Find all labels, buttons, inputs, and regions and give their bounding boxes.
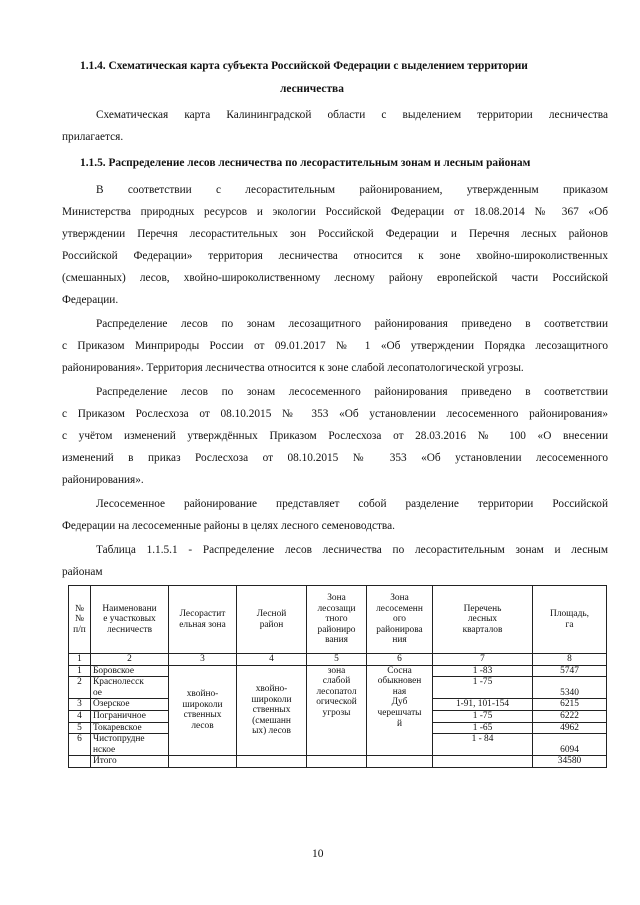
protection-zone-cell: зона слабой лесопатол огической угрозы — [307, 665, 367, 756]
forest-district-cell: хвойно- широколи ственных (смешанн ых) лесов — [237, 665, 307, 756]
section-114-paragraph: Схематическая карта Калининградской области с выделением территории лесничества прилагается. — [62, 109, 608, 143]
table-row: 5 Токаревское 1 -65 4962 — [69, 722, 607, 734]
column-number-row: 1 2 3 4 5 6 7 8 — [69, 654, 607, 666]
header-quarters: Перечень лесных кварталов — [433, 586, 533, 654]
table-total-row: Итого 34580 — [69, 756, 607, 768]
header-seed-zone: Зона лесосеменн ого районирова ния — [367, 586, 433, 654]
table-row: 2 Краснолесск ое 1 -75 5340 — [69, 677, 607, 699]
section-114-title-cont: лесничества — [280, 83, 344, 95]
table-row: 3 Озерское 1-91, 101-154 6215 — [69, 699, 607, 711]
table-row: 4 Пограничное 1 -75 6222 — [69, 710, 607, 722]
table-caption: Таблица 1.1.5.1 - Распределение лесов лесничества по лесорастительным зонам и лесным районам — [62, 544, 608, 578]
table-header-row — [69, 586, 607, 654]
header-protection-zone: Зона лесозащи тного райониро вания — [307, 586, 367, 654]
forest-zone-cell: хвойно- широколи ственных лесов — [169, 665, 237, 756]
header-forest-district: Лесной район — [237, 586, 307, 654]
table-row: 1 Боровское хвойно- широколи ственных лесов хвойно- широколи ственных (смешанн ых) лесов зона слабой лесопатол огической угрозы Сосна обыкновен ная Дуб черешчаты й 1 -83 5747 — [69, 665, 607, 677]
section-114-title: 1.1.4. Схематическая карта субъекта Российской Федерации с выделением территории — [80, 60, 528, 72]
section-115-paragraph-1: В соответствии с лесорастительным районированием, утвержденным приказом Министерства природных ресурсов и экологии Российской Федерации от 18.08.2014 № 367 «Об утверждении Перечня лесорастительных зон Российской Федерации и Перечня лесных районов Российской Федерации» территория лесничества относится к зоне хвойно-широколиственных (смешанных) лесов, хвойно-широколиственному лесному району европейской части Российской Федерации. — [62, 184, 608, 306]
section-115-paragraph-4: Лесосеменное районирование представляет собой разделение территории Российской Федерации на лесосеменные районы в целях лесного семеноводства. — [62, 498, 608, 532]
section-115-title: 1.1.5. Распределение лесов лесничества по лесорастительным зонам и лесным районам — [80, 157, 531, 169]
header-forestry-name: Наименовани е участковых лесничеств — [91, 586, 169, 654]
seed-zone-cell: Сосна обыкновен ная Дуб черешчаты й — [367, 665, 433, 756]
header-forest-zone: Лесорастит ельная зона — [169, 586, 237, 654]
section-115-paragraph-2: Распределение лесов по зонам лесозащитного районирования приведено в соответствии с Приказом Минприроды России от 09.01.2017 № 1 «Об утверждении Порядка лесозащитного районирования». Территория лесничества относится к зоне слабой лесопатологической угрозы. — [62, 318, 608, 374]
header-number: № № п/п — [69, 586, 91, 654]
page-number: 10 — [312, 848, 324, 860]
forest-distribution-table — [68, 585, 607, 768]
section-115-paragraph-3: Распределение лесов по зонам лесосеменного районирования приведено в соответствии с Приказом Рослесхоза от 08.10.2015 № 353 «Об установлении лесосеменного районирования» с учётом изменений утверждённых Приказом Рослесхоза от 28.03.2016 № 100 «О внесении изменений в приказ Рослесхоза от 08.10.2015 № 353 «Об установлении лесосеменного районирования». — [62, 386, 608, 486]
header-area: Площадь, га — [533, 586, 607, 654]
table-row: 6 Чистопрудне нское 1 - 84 6094 — [69, 734, 607, 756]
